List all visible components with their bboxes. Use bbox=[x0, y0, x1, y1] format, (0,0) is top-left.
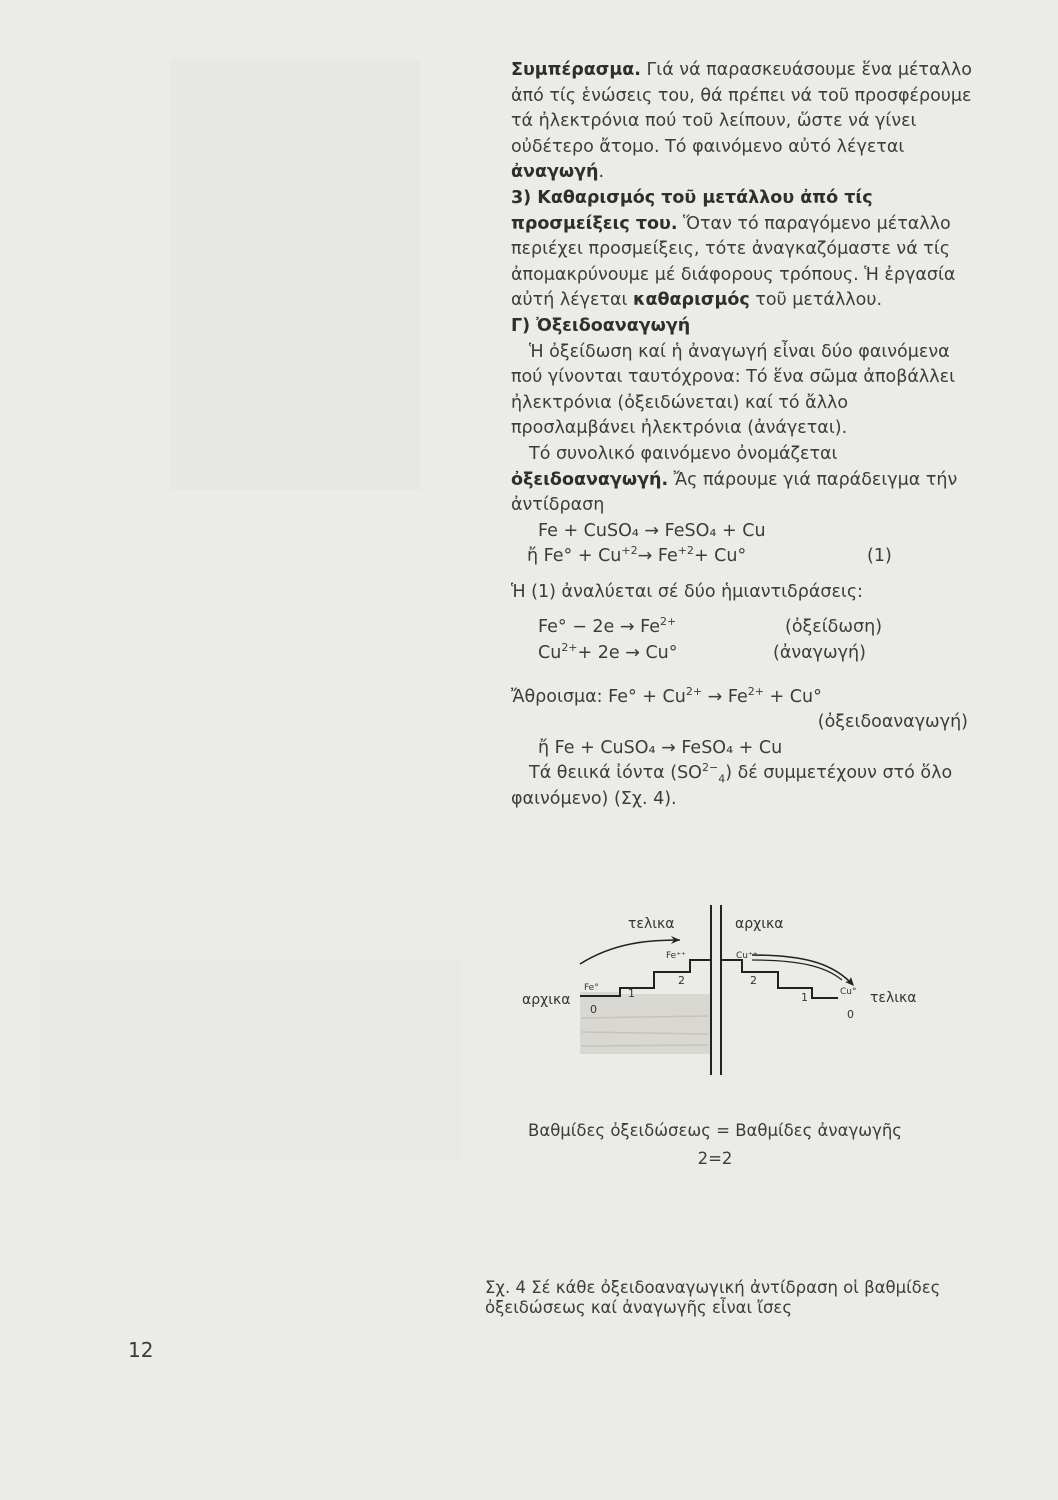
reduction-label: (ἀναγωγή) bbox=[773, 643, 866, 664]
half-reaction-oxidation bbox=[511, 615, 976, 641]
step-2-right: 2 bbox=[750, 974, 757, 987]
sulfate-charge: 2− bbox=[701, 761, 719, 775]
steps-equality bbox=[505, 1117, 925, 1173]
reaction-1-end: + Cu° bbox=[693, 546, 747, 567]
page-number: 12 bbox=[128, 1338, 154, 1362]
reaction-1-mid: → Fe bbox=[637, 546, 678, 567]
section-3-text: Ὅταν τό παραγόμενο μέταλλο περιέχει προσμείξεις, τότε ἀναγκαζόμαστε νά τίς ἀπομακρύνουμε μέ διάφορους τρόπους. Ἡ ἐργασία αὐτή λέγεται bbox=[511, 213, 956, 311]
reaction-1-line-1: Fe + CuSO₄ → FeSO₄ + Cu bbox=[538, 520, 766, 541]
step-0-left: 0 bbox=[590, 1003, 597, 1016]
redox-term-paragraph bbox=[511, 442, 976, 519]
redox-definition: Ἡ ὀξείδωση καί ἡ ἀναγωγή εἶναι δύο φαινόμενα πού γίνονται ταυτόχρονα: Τό ἕνα σῶμα ἀποβάλλει ἠλεκτρόνια (ὀξειδώνεται) καί τό ἄλλο προσλαμβάνει ἠλεκτρόνια (ἀνάγεται). bbox=[511, 341, 956, 439]
sum-equation bbox=[511, 685, 976, 711]
sulfate-end: ) δέ συμμετέχουν στό ὅλο φαινόμενο) (Σχ. 4). bbox=[511, 763, 953, 810]
reaction-1-label: (1) bbox=[867, 546, 892, 567]
right-arrow bbox=[752, 955, 850, 982]
reduction-left-pre: Cu bbox=[538, 643, 562, 664]
oxidation-equation bbox=[538, 615, 785, 641]
half-reaction-intro: Ἡ (1) ἀναλύεται σέ δύο ἡμιαντιδράσεις: bbox=[511, 581, 863, 602]
term-redox: ὀξειδοαναγωγή. bbox=[511, 469, 669, 490]
label-fe0: Fe° bbox=[584, 983, 599, 993]
reaction-1-equation bbox=[527, 544, 867, 570]
conclusion-lead: Συμπέρασμα. bbox=[511, 60, 641, 80]
sulfate-note bbox=[511, 761, 976, 812]
sum-alternative: ἤ Fe + CuSO₄ → FeSO₄ + Cu bbox=[538, 737, 783, 758]
redox-term-end: Ἄς πάρουμε γιά παράδειγμα τήν ἀντίδραση bbox=[511, 469, 958, 516]
reaction-1-line-2 bbox=[511, 544, 976, 570]
conclusion-text: Γιά νά παρασκευάσουμε ἕνα μέταλλο ἀπό τίς ἑνώσεις του, θά πρέπει νά τοῦ προσφέρουμε τά ἠλεκτρόνια πού τοῦ λείπουν, ὥστε νά γίνει οὐδέτερο ἄτομο. Τό φαινόμενο αὐτό λέγεται bbox=[511, 60, 972, 157]
label-cu0: Cu° bbox=[840, 987, 857, 997]
section-g-heading-text: Γ) Ὀξειδοαναγωγή bbox=[511, 315, 691, 336]
charge: 2+ bbox=[685, 684, 703, 698]
term-reduction: ἀναγωγή bbox=[511, 162, 599, 183]
reduction-left: + 2e → Cu° bbox=[577, 643, 678, 664]
section-3-paragraph bbox=[511, 186, 976, 314]
charge: 2+ bbox=[659, 615, 677, 629]
text-column bbox=[511, 58, 976, 813]
section-g-heading bbox=[511, 314, 976, 340]
section-3-heading: 3) Καθαρισμός τοῦ μετάλλου ἀπό τίς προσμείξεις του. bbox=[511, 187, 873, 234]
reaction-1-prefix: ἤ Fe° + Cu bbox=[527, 546, 622, 567]
charge: 2+ bbox=[747, 684, 764, 698]
left-arrow bbox=[580, 940, 680, 964]
label-final-right: τελικα bbox=[870, 990, 917, 1006]
figure-caption: Σχ. 4 Σέ κάθε ὀξειδοαναγωγική ἀντίδραση οἱ βαθμίδες ὀξειδώσεως καί ἀναγωγῆς εἶναι ἴσες bbox=[485, 1278, 941, 1317]
right-arrow-shadow bbox=[752, 960, 842, 980]
charge: +2 bbox=[677, 544, 694, 558]
conclusion-paragraph bbox=[511, 58, 976, 186]
sum-prefix: Ἄθροισμα: Fe° + Cu bbox=[511, 686, 686, 707]
conclusion-end: . bbox=[598, 162, 605, 183]
redox-term-start: Τό συνολικό φαινόμενο ὀνομάζεται bbox=[529, 443, 838, 464]
oxidation-label: (ὀξείδωση) bbox=[785, 617, 883, 638]
equality-numbers: 2=2 bbox=[697, 1149, 733, 1168]
sulfate-subscript: 4 bbox=[718, 772, 726, 786]
label-cu2: Cu⁺⁺ bbox=[736, 951, 758, 961]
show-through-shadow bbox=[40, 960, 460, 1160]
sum-label: (ὀξειδοαναγωγή) bbox=[817, 712, 968, 733]
reduction-staircase bbox=[722, 960, 838, 998]
step-0-right: 0 bbox=[847, 1008, 854, 1021]
reduction-equation bbox=[538, 641, 773, 667]
oxidation-staircase bbox=[580, 960, 710, 996]
label-fe2: Fe⁺⁺ bbox=[666, 951, 686, 961]
label-initial-right: αρχικα bbox=[735, 916, 784, 932]
half-reaction-reduction bbox=[511, 641, 976, 667]
oxidation-left: Fe° − 2e → Fe bbox=[538, 617, 660, 638]
term-refining: καθαρισμός bbox=[633, 290, 750, 311]
show-through-shadow bbox=[170, 60, 420, 490]
sulfate-start: Τά θειικά ἰόντα (SO bbox=[529, 763, 702, 784]
step-1-right: 1 bbox=[801, 991, 808, 1004]
step-2-left: 2 bbox=[678, 974, 685, 987]
label-final-left: τελικα bbox=[628, 916, 675, 932]
equality-text: Βαθμίδες ὀξειδώσεως = Βαθμίδες ἀναγωγῆς bbox=[528, 1121, 902, 1140]
sum-mid: → Fe bbox=[702, 686, 748, 707]
label-initial-left: αρχικα bbox=[522, 992, 571, 1008]
step-1-left: 1 bbox=[628, 987, 635, 1000]
charge: +2 bbox=[621, 544, 638, 558]
redox-steps-figure bbox=[520, 900, 960, 1090]
sum-end: + Cu° bbox=[763, 686, 822, 707]
charge: 2+ bbox=[561, 641, 578, 655]
section-3-end: τοῦ μετάλλου. bbox=[749, 290, 883, 311]
